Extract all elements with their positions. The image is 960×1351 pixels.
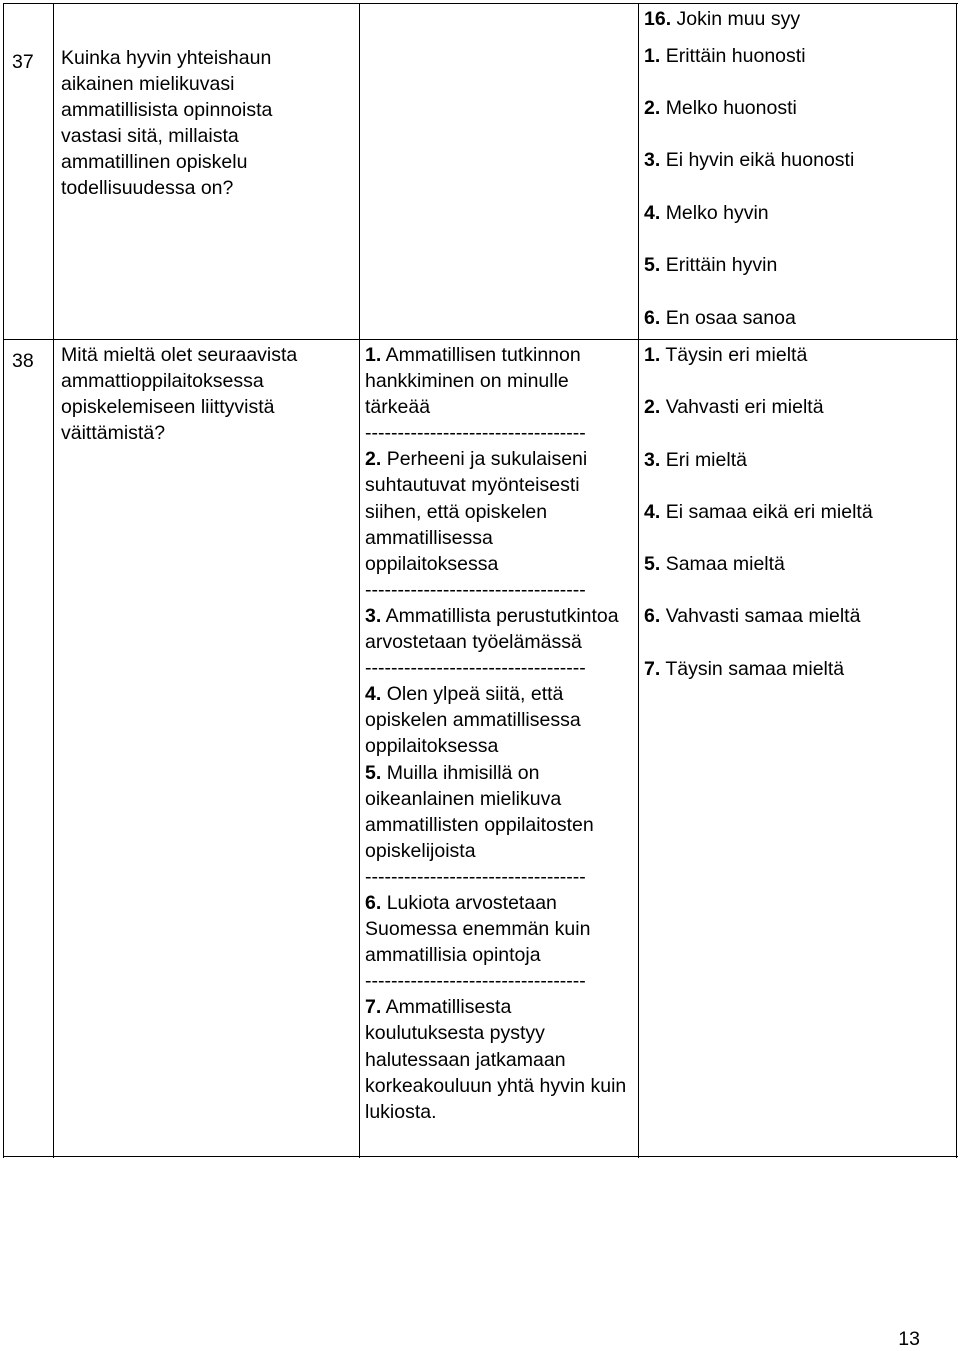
statement: 4. Olen ylpeä siitä, että opiskelen ammatillisessa oppilaitoksessa <box>365 683 581 758</box>
table-border-right <box>956 3 957 1158</box>
statement-separator: ---------------------------------- <box>365 422 586 445</box>
answer-option: 4. Melko hyvin <box>644 202 769 224</box>
column-divider <box>53 3 54 1158</box>
answer-option: 2. Vahvasti eri mieltä <box>644 396 824 418</box>
table-border-left <box>3 3 4 1158</box>
row-divider <box>3 339 958 340</box>
answer-option: 3. Ei hyvin eikä huonosti <box>644 149 855 171</box>
statement: 1. Ammatillisen tutkinnon hankkiminen on minulle tärkeää <box>365 344 581 419</box>
statement: 6. Lukiota arvostetaan Suomessa enemmän kuin ammatillisia opintoja <box>365 891 591 967</box>
answer-option: 1. Täysin eri mieltä <box>644 344 808 366</box>
statements-list <box>365 342 627 1125</box>
column-divider <box>359 3 360 1158</box>
table-border-bottom <box>3 1156 958 1157</box>
answer-option: 7. Täysin samaa mieltä <box>644 658 845 680</box>
statement-separator: ---------------------------------- <box>365 970 586 993</box>
column-divider <box>638 3 639 1158</box>
question-text: Mitä mieltä olet seuraavista ammattioppilaitoksessa opiskelemiseen liittyvistä väittämistä? <box>61 344 298 445</box>
answer-option: 3. Eri mieltä <box>644 449 747 471</box>
statement-separator: ---------------------------------- <box>365 578 586 601</box>
answer-option: 6. Vahvasti samaa mieltä <box>644 605 861 627</box>
statement-separator: ---------------------------------- <box>365 865 586 888</box>
table-border-top <box>3 3 958 4</box>
answer-option: 4. Ei samaa eikä eri mieltä <box>644 501 873 523</box>
answer-option: 16. Jokin muu syy <box>644 8 801 30</box>
question-number: 38 <box>12 350 34 372</box>
statement: 2. Perheeni ja sukulaiseni suhtautuvat myönteisesti siihen, että opiskelen ammatillisessa oppilaitoksessa <box>365 448 588 575</box>
statement-separator: ---------------------------------- <box>365 657 586 680</box>
answer-option: 1. Erittäin huonosti <box>644 45 806 67</box>
answer-option: 6. En osaa sanoa <box>644 307 796 329</box>
answer-option: 5. Erittäin hyvin <box>644 254 778 276</box>
question-number: 37 <box>12 51 34 73</box>
statement: 5. Muilla ihmisillä on oikeanlainen mielikuva ammatillisten oppilaitosten opiskelijoista <box>365 761 594 862</box>
statement: 7. Ammatillisesta koulutuksesta pystyy halutessaan jatkamaan korkeakouluun yhtä hyvin kuin lukiosta. <box>365 996 627 1123</box>
page-number: 13 <box>898 1328 920 1350</box>
answer-option: 2. Melko huonosti <box>644 97 797 119</box>
question-text: Kuinka hyvin yhteishaun aikainen mielikuvasi ammatillisista opinnoista vastasi sitä, millaista ammatillinen opiskelu todellisuudessa on? <box>61 47 273 200</box>
statement: 3. Ammatillista perustutkintoa arvostetaan työelämässä <box>365 604 619 654</box>
answer-option: 5. Samaa mieltä <box>644 553 785 575</box>
